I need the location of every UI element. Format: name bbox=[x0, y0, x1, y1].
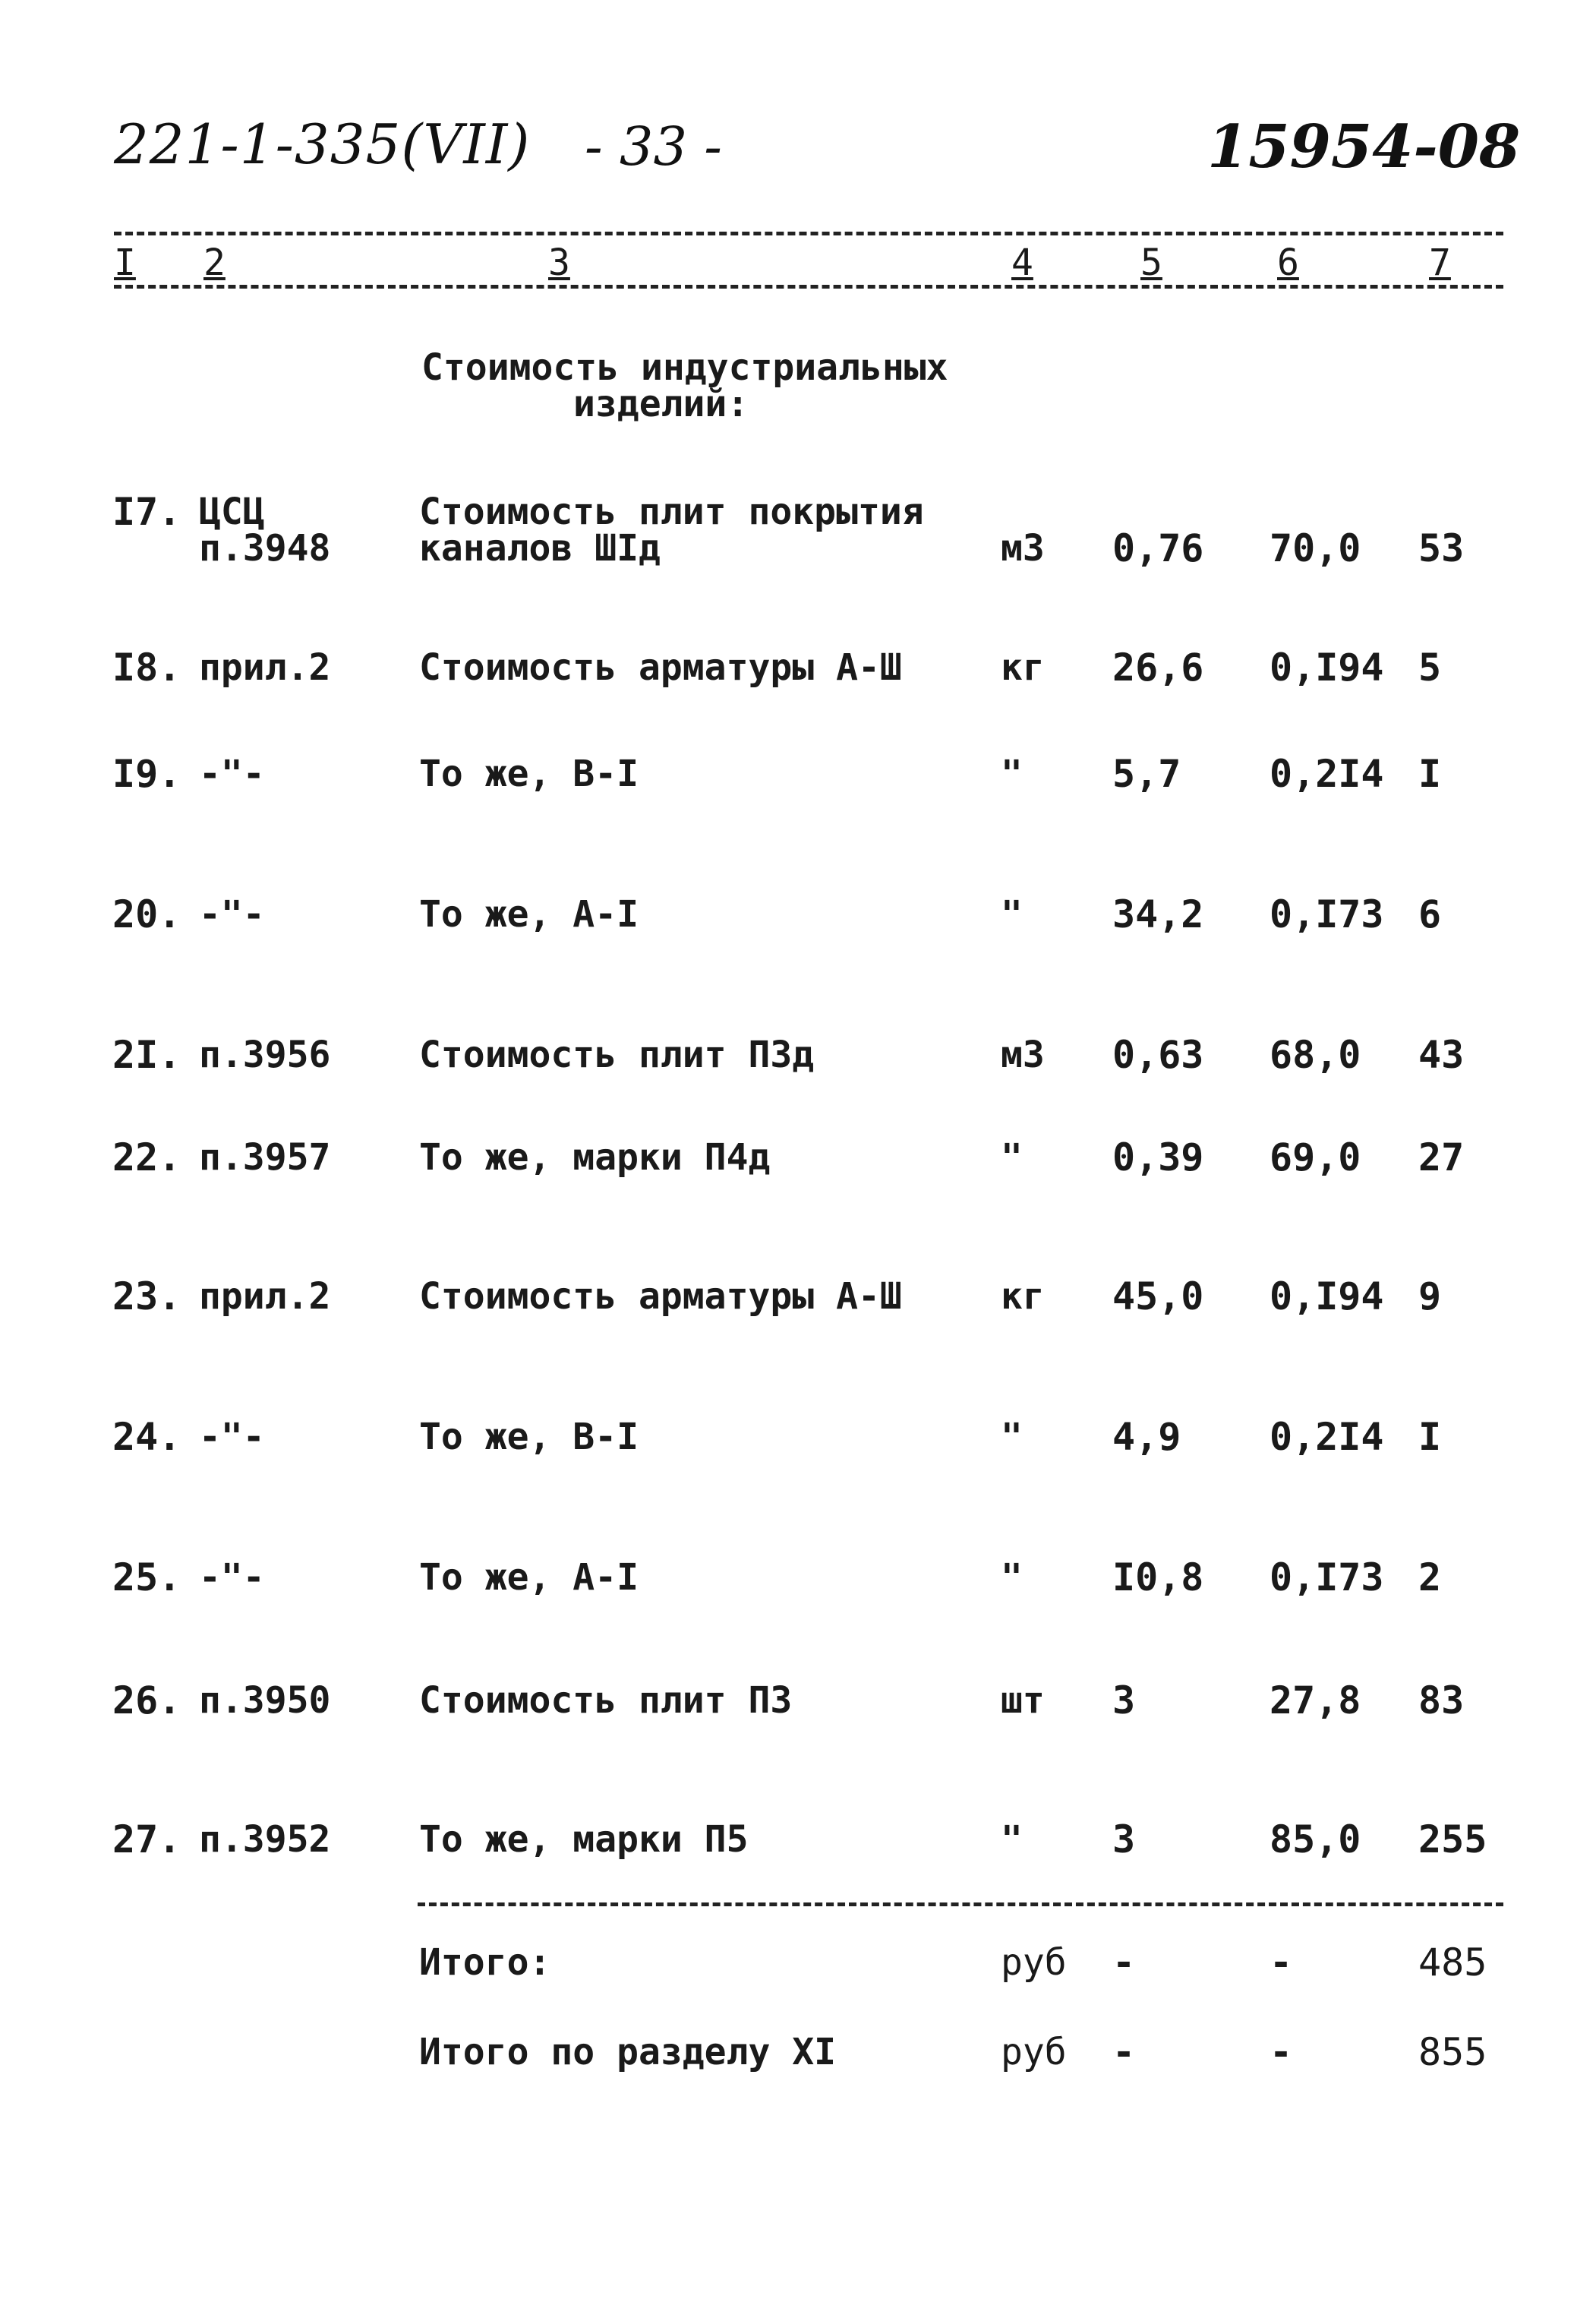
table-row bbox=[0, 1415, 1596, 1495]
row-quantity: 4,9 bbox=[1112, 1415, 1181, 1459]
section-title bbox=[421, 346, 948, 425]
table-row bbox=[0, 1274, 1596, 1354]
row-price: 0,I94 bbox=[1270, 1274, 1384, 1318]
table-row bbox=[0, 892, 1596, 972]
row-quantity: 3 bbox=[1112, 1817, 1136, 1861]
column-number-1: I bbox=[114, 242, 136, 284]
row-number: I7. bbox=[112, 490, 181, 534]
row-price: 27,8 bbox=[1270, 1678, 1361, 1722]
row-reference: -"- bbox=[199, 1416, 265, 1458]
column-number-7: 7 bbox=[1429, 242, 1451, 284]
row-reference: п.3957 bbox=[199, 1136, 331, 1179]
document-number: 15954-08 bbox=[1207, 112, 1521, 182]
row-total: 53 bbox=[1418, 526, 1465, 570]
row-name: Стоимость плит покрытия каналов ШIд bbox=[419, 491, 924, 570]
row-number: 20. bbox=[112, 892, 181, 936]
row-price: 85,0 bbox=[1270, 1817, 1361, 1861]
row-number: 22. bbox=[112, 1135, 181, 1179]
totals-label: Итого по разделу XI bbox=[419, 2031, 837, 2073]
table-row bbox=[0, 1817, 1596, 1897]
totals-price: - bbox=[1270, 1940, 1293, 1985]
row-total: 255 bbox=[1418, 1817, 1487, 1861]
row-number: 2I. bbox=[112, 1033, 181, 1077]
table-row bbox=[0, 646, 1596, 725]
row-name: То же, В-I bbox=[419, 1416, 639, 1458]
row-unit: кг bbox=[1001, 1275, 1045, 1318]
row-name: Стоимость плит П3д bbox=[419, 1034, 815, 1076]
row-price: 0,I73 bbox=[1270, 1555, 1384, 1599]
totals-row bbox=[0, 2030, 1596, 2110]
row-unit: " bbox=[1001, 1416, 1023, 1458]
page-number: - 33 - bbox=[585, 115, 722, 178]
row-total: 43 bbox=[1418, 1033, 1465, 1077]
table-row bbox=[0, 1033, 1596, 1113]
totals-unit: руб bbox=[1001, 1941, 1067, 1984]
row-total: 27 bbox=[1418, 1135, 1465, 1179]
row-reference: п.3956 bbox=[199, 1034, 331, 1076]
row-price: 68,0 bbox=[1270, 1033, 1361, 1077]
row-name: То же, В-I bbox=[419, 753, 639, 795]
row-quantity: 26,6 bbox=[1112, 646, 1204, 690]
row-unit: шт bbox=[1001, 1679, 1045, 1722]
row-name: Стоимость арматуры А-Ш bbox=[419, 1275, 902, 1318]
row-price: 0,2I4 bbox=[1270, 1415, 1384, 1459]
row-unit: " bbox=[1001, 1136, 1023, 1179]
row-quantity: 3 bbox=[1112, 1678, 1136, 1722]
column-number-5: 5 bbox=[1140, 242, 1162, 284]
row-total: 9 bbox=[1418, 1274, 1442, 1318]
row-quantity: 34,2 bbox=[1112, 892, 1204, 936]
row-total: I bbox=[1418, 1415, 1442, 1459]
row-number: I9. bbox=[112, 752, 181, 796]
row-quantity: 0,76 bbox=[1112, 526, 1204, 570]
row-unit: м3 bbox=[1001, 527, 1045, 570]
totals-price: - bbox=[1270, 2030, 1293, 2074]
row-reference: прил.2 bbox=[199, 646, 331, 689]
row-quantity: 0,39 bbox=[1112, 1135, 1204, 1179]
row-total: 5 bbox=[1418, 646, 1442, 690]
column-number-2: 2 bbox=[203, 242, 226, 284]
column-number-4: 4 bbox=[1011, 242, 1033, 284]
table-row bbox=[0, 752, 1596, 832]
row-quantity: I0,8 bbox=[1112, 1555, 1204, 1599]
totals-quantity: - bbox=[1112, 2030, 1136, 2074]
section-title-line-2: изделий: bbox=[573, 383, 749, 425]
totals-quantity: - bbox=[1112, 1940, 1136, 1985]
column-number-6: 6 bbox=[1277, 242, 1299, 284]
row-reference: -"- bbox=[199, 753, 265, 795]
row-total: 2 bbox=[1418, 1555, 1442, 1599]
row-name: Стоимость арматуры А-Ш bbox=[419, 646, 902, 689]
row-number: 23. bbox=[112, 1274, 181, 1318]
totals-total: 485 bbox=[1418, 1940, 1487, 1985]
totals-row bbox=[0, 1940, 1596, 2020]
row-unit: " bbox=[1001, 753, 1023, 795]
table-row bbox=[0, 1555, 1596, 1635]
row-name: То же, А-I bbox=[419, 1556, 639, 1599]
row-number: 27. bbox=[112, 1817, 181, 1861]
row-reference: п.3952 bbox=[199, 1818, 331, 1861]
row-number: 24. bbox=[112, 1415, 181, 1459]
section-title-line-1: Стоимость индустриальных bbox=[421, 346, 948, 389]
row-name: То же, марки П4д bbox=[419, 1136, 771, 1179]
totals-unit: руб bbox=[1001, 2031, 1067, 2073]
row-unit: " bbox=[1001, 893, 1023, 936]
row-total: 83 bbox=[1418, 1678, 1465, 1722]
totals-label: Итого: bbox=[419, 1941, 551, 1984]
totals-total: 855 bbox=[1418, 2030, 1487, 2074]
table-row bbox=[0, 490, 1596, 570]
row-price: 0,2I4 bbox=[1270, 752, 1384, 796]
row-quantity: 5,7 bbox=[1112, 752, 1181, 796]
row-name: То же, марки П5 bbox=[419, 1818, 749, 1861]
row-unit: кг bbox=[1001, 646, 1045, 689]
totals-rule bbox=[418, 1902, 1503, 1906]
column-number-3: 3 bbox=[548, 242, 570, 284]
row-price: 69,0 bbox=[1270, 1135, 1361, 1179]
row-reference: п.3950 bbox=[199, 1679, 331, 1722]
row-number: 26. bbox=[112, 1678, 181, 1722]
row-unit: м3 bbox=[1001, 1034, 1045, 1076]
header-rule-bottom bbox=[114, 285, 1503, 289]
row-unit: " bbox=[1001, 1556, 1023, 1599]
row-quantity: 45,0 bbox=[1112, 1274, 1204, 1318]
row-price: 0,I94 bbox=[1270, 646, 1384, 690]
row-reference: -"- bbox=[199, 1556, 265, 1599]
document-code: 221-1-335(VII) bbox=[114, 112, 531, 176]
row-number: I8. bbox=[112, 646, 181, 690]
row-price: 0,I73 bbox=[1270, 892, 1384, 936]
row-number: 25. bbox=[112, 1555, 181, 1599]
row-unit: " bbox=[1001, 1818, 1023, 1861]
row-reference: прил.2 bbox=[199, 1275, 331, 1318]
table-row bbox=[0, 1678, 1596, 1758]
row-total: I bbox=[1418, 752, 1442, 796]
row-name: То же, А-I bbox=[419, 893, 639, 936]
table-row bbox=[0, 1135, 1596, 1215]
header-rule-top bbox=[114, 232, 1503, 235]
row-price: 70,0 bbox=[1270, 526, 1361, 570]
row-reference: ЦСЦ п.3948 bbox=[199, 491, 331, 570]
row-total: 6 bbox=[1418, 892, 1442, 936]
row-quantity: 0,63 bbox=[1112, 1033, 1204, 1077]
row-reference: -"- bbox=[199, 893, 265, 936]
row-name: Стоимость плит П3 bbox=[419, 1679, 793, 1722]
